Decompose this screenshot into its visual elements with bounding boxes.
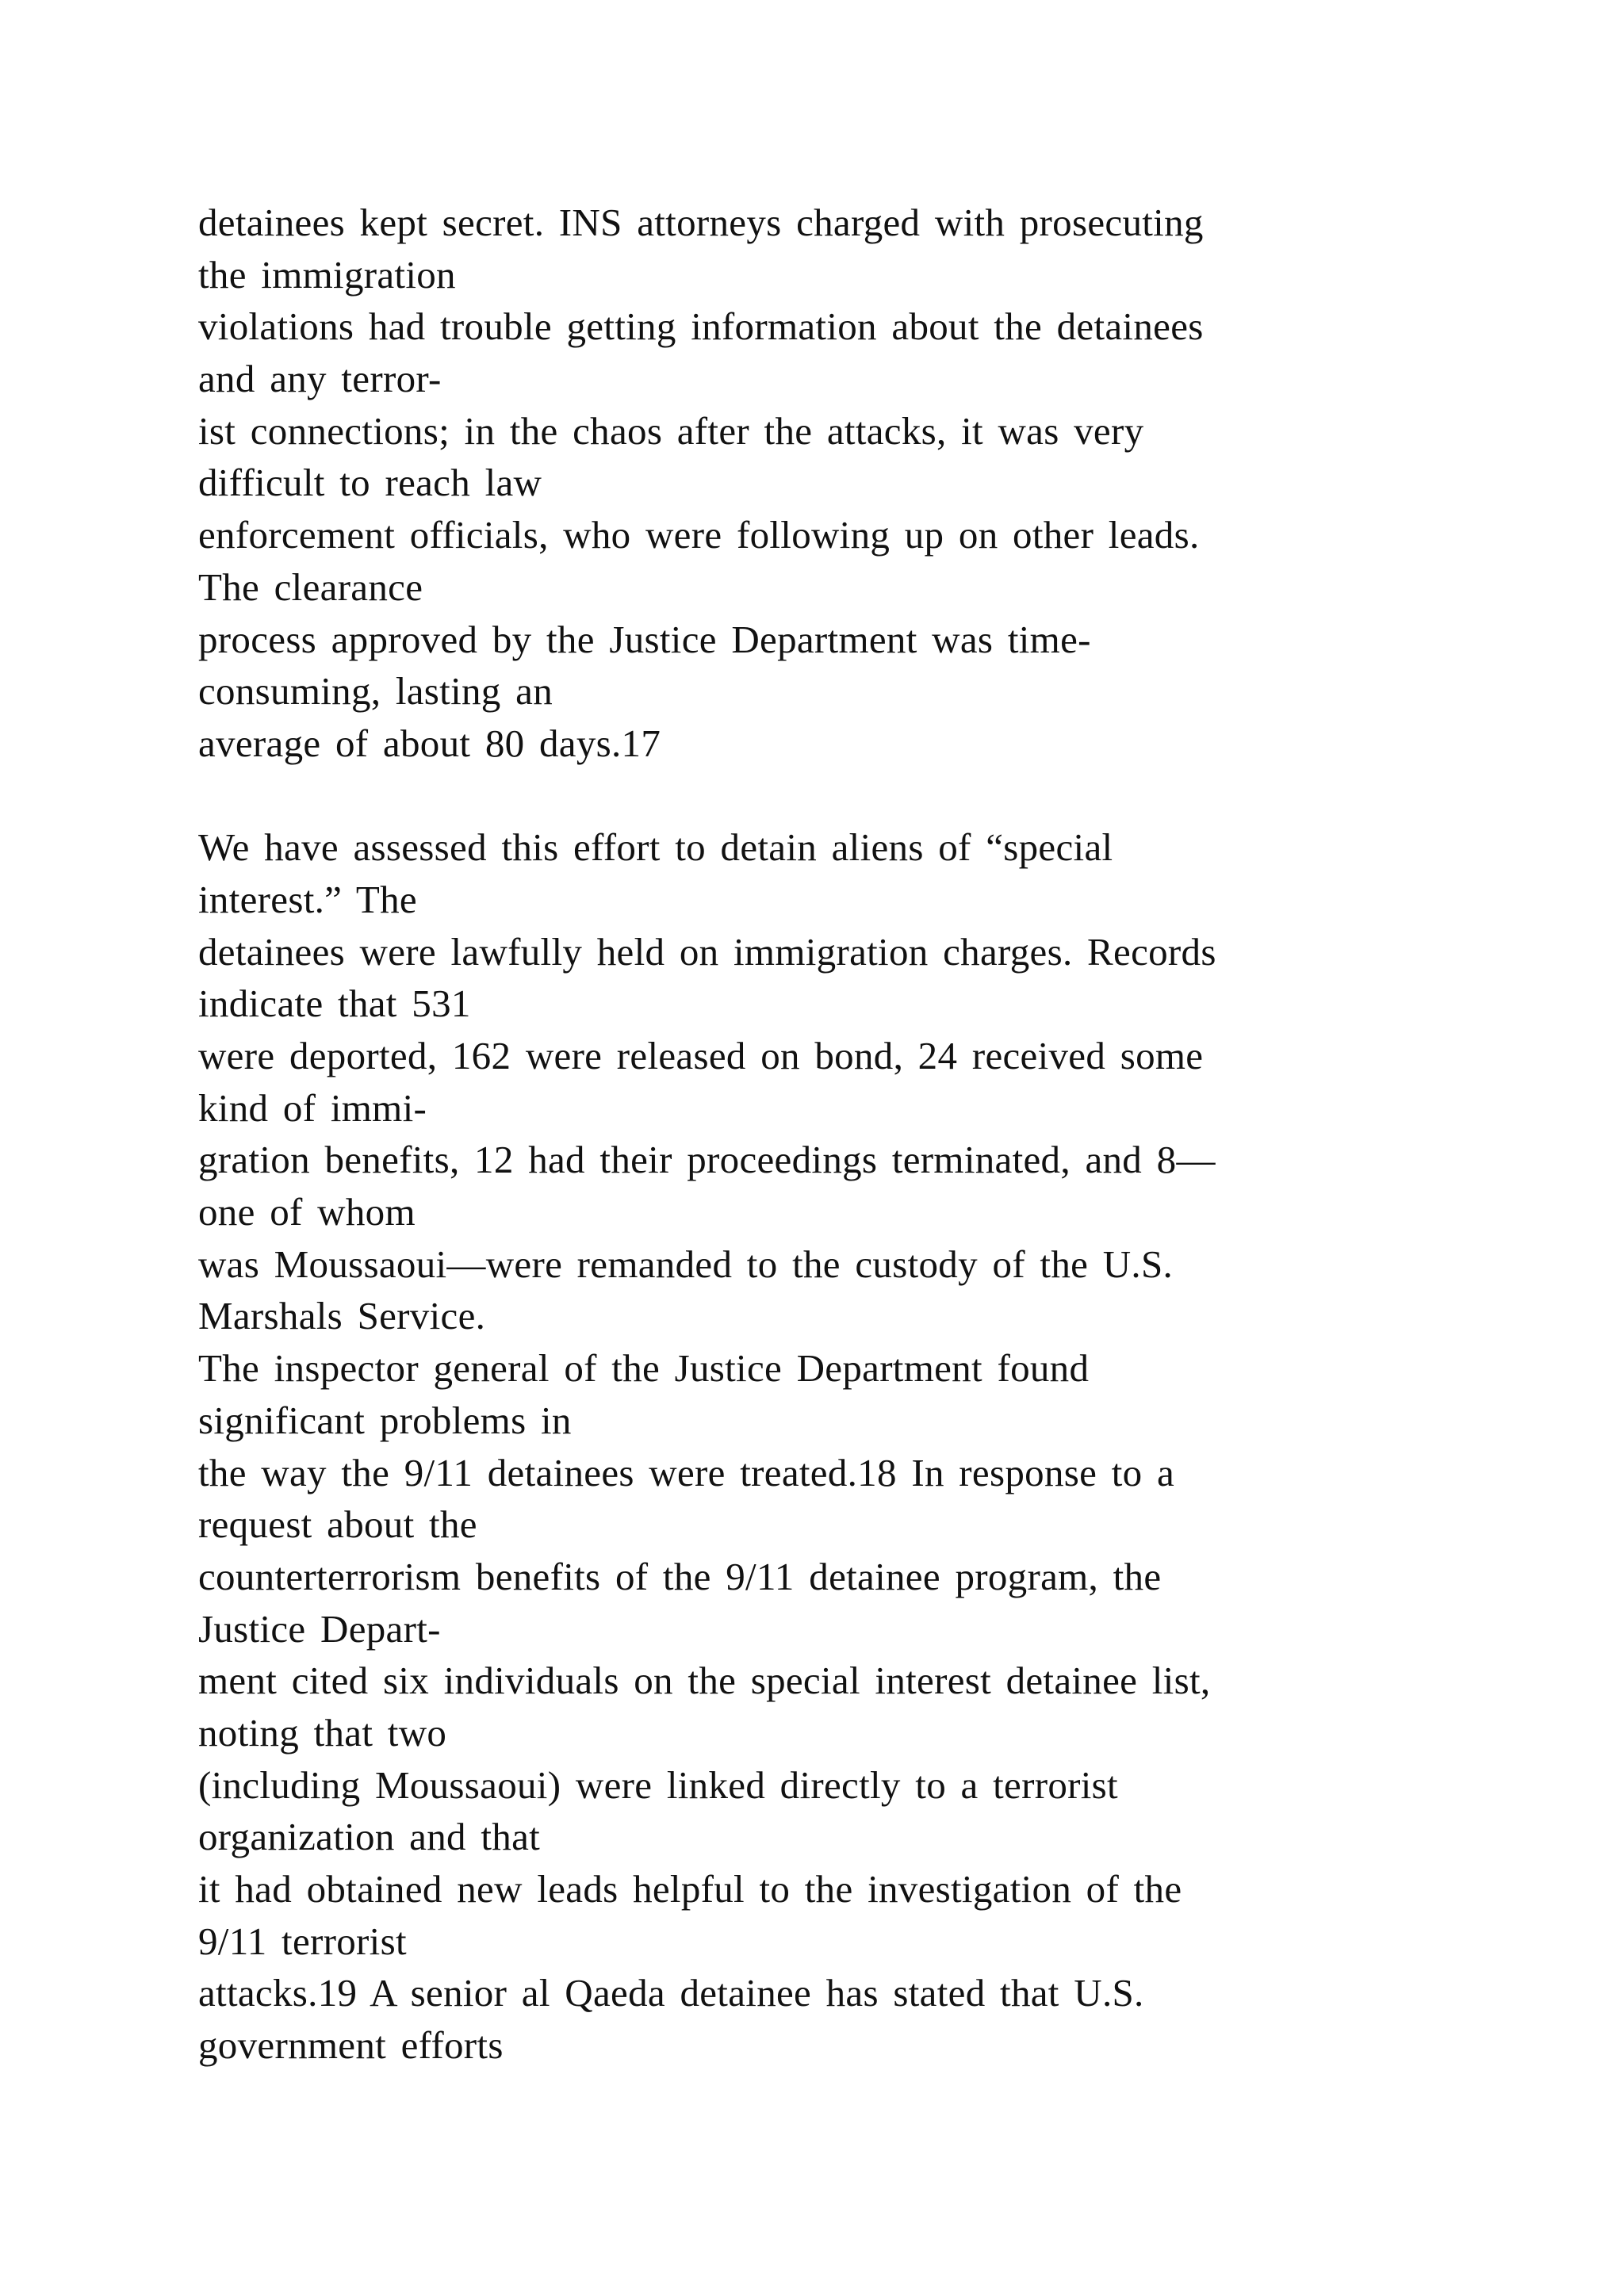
text-line: government efforts <box>198 2023 504 2068</box>
text-line: detainees were lawfully held on immigration charges. Records <box>198 929 1216 974</box>
text-line: 9/11 terrorist <box>198 1919 407 1963</box>
text-line: the way the 9/11 detainees were treated.18 In response to a <box>198 1450 1175 1494</box>
paragraph-gap <box>198 770 1435 822</box>
text-line: the immigration <box>198 252 456 297</box>
text-line: average of about 80 days.17 <box>198 721 661 765</box>
paragraph <box>198 197 1435 770</box>
text-line: ment cited six individuals on the special interest detainee list, <box>198 1659 1211 1703</box>
text-line: indicate that 531 <box>198 982 471 1026</box>
text-line: detainees kept secret. INS attorneys charged with prosecuting <box>198 201 1204 244</box>
text-line: counterterrorism benefits of the 9/11 detainee program, the <box>198 1554 1162 1598</box>
text-line: consuming, lasting an <box>198 669 553 714</box>
text-line: difficult to reach law <box>198 461 542 505</box>
text-line: ist connections; in the chaos after the attacks, it was very <box>198 408 1144 453</box>
text-line: (including Moussaoui) were linked directly to a terrorist <box>198 1762 1118 1807</box>
text-line: were deported, 162 were released on bond, 24 received some <box>198 1034 1204 1077</box>
body-text <box>198 197 1435 2072</box>
text-line: violations had trouble getting information about the detainees <box>198 304 1204 349</box>
text-line: enforcement officials, who were following up on other leads. <box>198 513 1200 557</box>
text-line: gration benefits, 12 had their proceedings terminated, and 8— <box>198 1138 1216 1182</box>
text-line: Justice Depart- <box>198 1606 441 1651</box>
text-line: request about the <box>198 1502 477 1547</box>
text-line: significant problems in <box>198 1398 572 1442</box>
text-line: interest.” The <box>198 877 417 921</box>
text-line: process approved by the Justice Department was time- <box>198 617 1091 661</box>
text-line: one of whom <box>198 1190 416 1234</box>
text-line: Marshals Service. <box>198 1294 486 1338</box>
text-line: was Moussaoui—were remanded to the custody of the U.S. <box>198 1242 1174 1286</box>
text-line: The inspector general of the Justice Department found <box>198 1346 1090 1391</box>
text-line: attacks.19 A senior al Qaeda detainee has stated that U.S. <box>198 1971 1144 2015</box>
text-line: We have assessed this effort to detain aliens of “special <box>198 825 1113 870</box>
text-line: noting that two <box>198 1710 447 1755</box>
paragraph <box>198 821 1435 2072</box>
text-line: The clearance <box>198 564 423 609</box>
text-line: and any terror- <box>198 357 442 401</box>
text-line: it had obtained new leads helpful to the investigation of the <box>198 1867 1182 1911</box>
text-line: organization and that <box>198 1815 541 1859</box>
text-line: kind of immi- <box>198 1085 427 1130</box>
